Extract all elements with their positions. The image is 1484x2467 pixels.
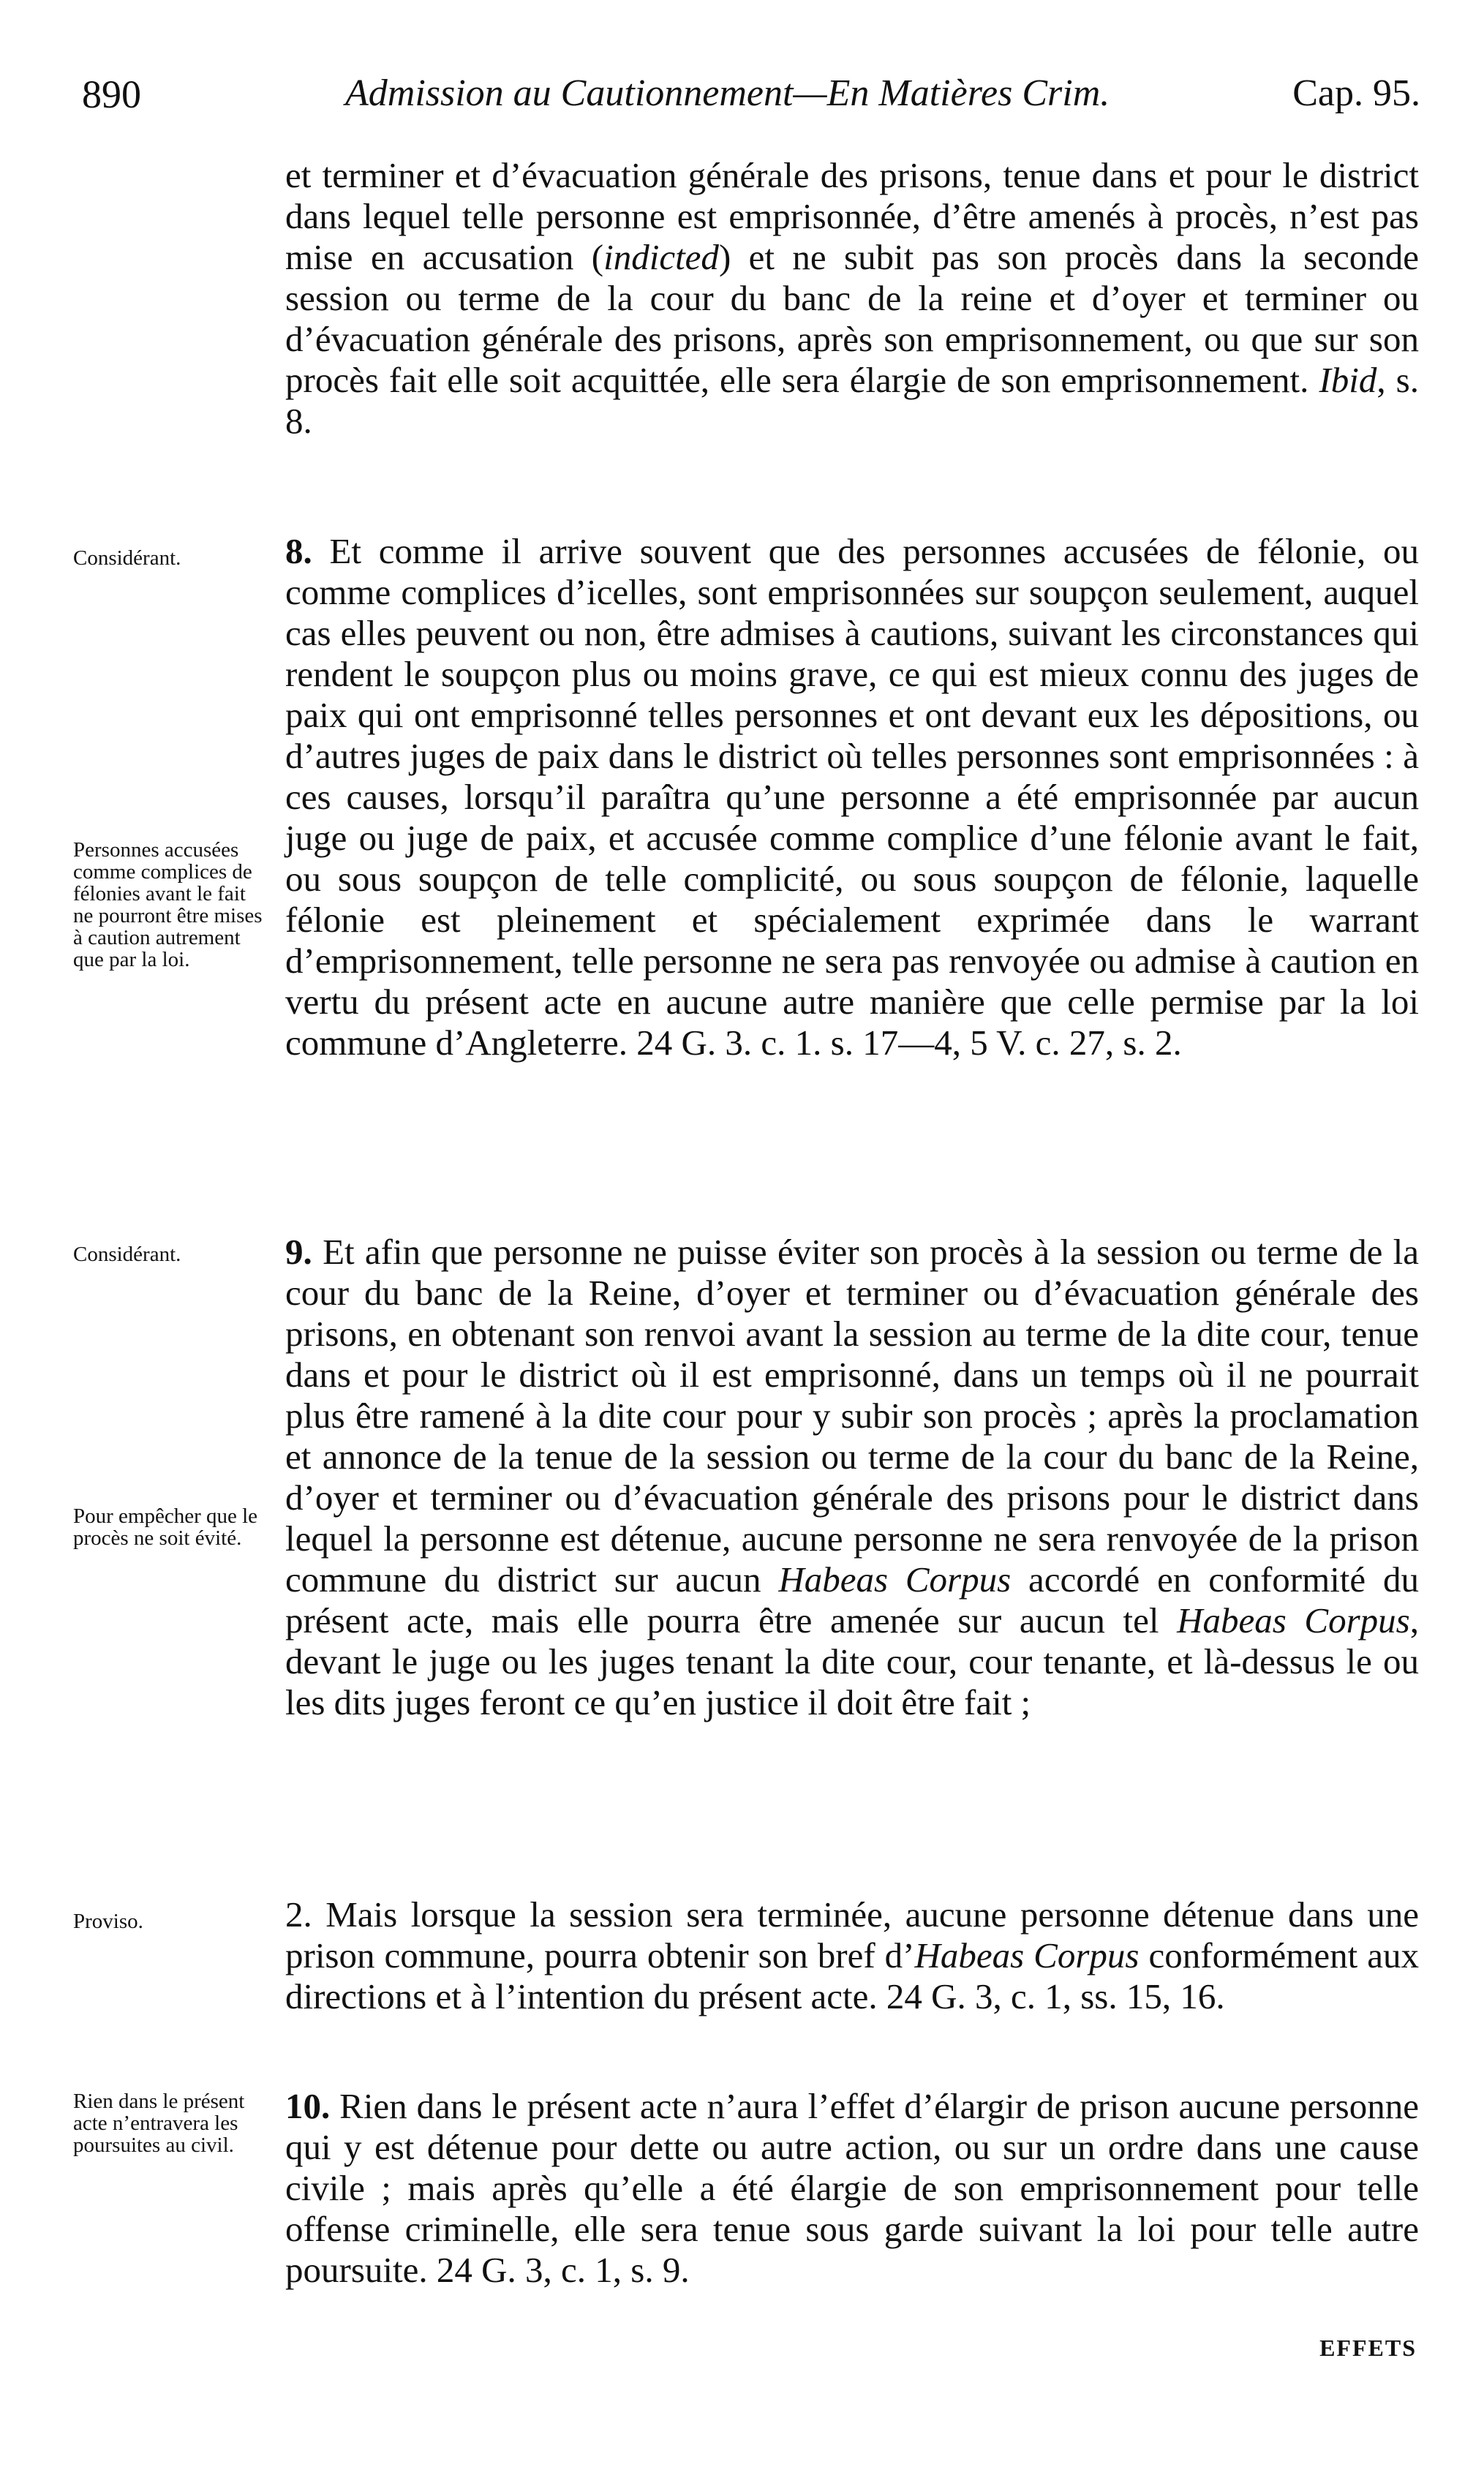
margin-note-complices: Personnes accusées comme complices de félonies avant le fait ne pourront être mises à caution autrement que par la loi. xyxy=(73,838,263,971)
margin-note-proviso: Proviso. xyxy=(73,1910,143,1933)
paragraph-continuation: et terminer et d’évacuation générale des prisons, tenue dans et pour le district dans lequel telle personne est emprisonnée, d’être amenés à procès, n’est pas mise en accusation (indicted) et ne subit pas son procès dans la seconde session ou terme de la cour du banc de la reine et d’oyer et terminer ou d’évacuation générale des prisons, après son emprisonnement, ou que sur son procès fait elle soit acquittée, elle sera élargie de son emprisonnement. Ibid, s. 8. xyxy=(285,155,1420,441)
section-number-10: 10. xyxy=(285,2086,331,2126)
section-10: 10. Rien dans le présent acte n’aura l’effet d’élargir de prison aucune personne qui y est détenue pour dette ou autre action, ou sur un ordre dans une cause civile ; mais après qu’elle a été élargie de son emprisonnement pour telle offense criminelle, elle sera tenue sous garde suivant la loi pour telle autre poursuite. 24 G. 3, c. 1, s. 9. xyxy=(285,2086,1419,2290)
margin-note-considerant-9: Considérant. xyxy=(73,1243,181,1266)
section-9-2: 2. Mais lorsque la session sera terminée, aucune personne détenue dans une prison commune, pourra obtenir son bref d’Habeas Corpus conformément aux directions et à l’intention du présent acte. 24 G. 3, c. 1, ss. 15, 16. xyxy=(285,1894,1419,2016)
habeas-corpus-3: Habeas Corpus xyxy=(914,1935,1140,1976)
running-title: Admission au Cautionnement—En Matières Crim. xyxy=(345,72,1110,114)
ibid-ref: Ibid xyxy=(1319,360,1377,400)
section-9: 9. Et afin que personne ne puisse éviter son procès à la session ou terme de la cour du banc de la Reine, d’oyer et terminer ou d’évacuation générale des prisons, en obtenant son renvoi avant la session au terme de la dite cour, tenue dans et pour le district où il est emprisonné, dans un temps où il ne pourrait plus être ramené à la dite cour pour y subir son procès ; après la proclamation et annonce de la tenue de la session ou terme de la cour du banc de la Reine, d’oyer et terminer ou d’évacuation générale des prisons pour le district dans lequel la personne est détenue, aucune personne ne sera renvoyée de la prison commune du district sur aucun Habeas Corpus accordé en conformité du présent acte, mais elle pourra être amenée sur aucun tel Habeas Corpus, devant le juge ou les juges tenant la dite cour, cour tenante, et là-dessus le ou les dits juges feront ce qu’en justice il doit être fait ; xyxy=(285,1232,1420,1722)
running-header xyxy=(82,72,1420,123)
section-number-8: 8. xyxy=(285,531,312,571)
habeas-corpus-1: Habeas Corpus xyxy=(778,1559,1012,1600)
subsection-number-2: 2. xyxy=(285,1894,312,1935)
margin-note-civil: Rien dans le présent acte n’entravera les poursuites au civil. xyxy=(73,2090,245,2157)
page-number: 890 xyxy=(82,72,141,116)
section-number-9: 9. xyxy=(285,1232,312,1272)
catchword: EFFETS xyxy=(1319,2335,1417,2361)
habeas-corpus-2: Habeas Corpus xyxy=(1177,1600,1410,1641)
section-8: 8. Et comme il arrive souvent que des personnes accusées de félonie, ou comme complices d’icelles, sont emprisonnées sur soupçon seulement, auquel cas elles peuvent ou non, être admises à cautions, suivant les circonstances qui rendent le soupçon plus ou moins grave, ce qui est mieux connu des juges de paix qui ont emprisonné telles personnes et ont devant eux les dépositions, ou d’autres juges de paix dans le district où telles personnes sont emprisonnées : à ces causes, lorsqu’il paraîtra qu’une personne a été emprisonnée par aucun juge ou juge de paix, et accusée comme complice d’une félonie avant le fait, ou sous soupçon de telle complicité, ou sous soupçon de félonie, laquelle félonie est pleinement et spécialement exprimée dans le warrant d’emprisonnement, telle personne ne sera pas renvoyée ou admise à caution en vertu du présent acte en aucune autre manière que celle permise par la loi commune d’Angleterre. 24 G. 3. c. 1. s. 17—4, 5 V. c. 27, s. 2. xyxy=(285,531,1419,1063)
margin-note-considerant-8: Considérant. xyxy=(73,546,181,570)
indicted-term: indicted xyxy=(603,237,719,277)
margin-note-empecher: Pour empêcher que le procès ne soit évité. xyxy=(73,1504,258,1550)
chapter-label: Cap. 95. xyxy=(1292,72,1420,114)
